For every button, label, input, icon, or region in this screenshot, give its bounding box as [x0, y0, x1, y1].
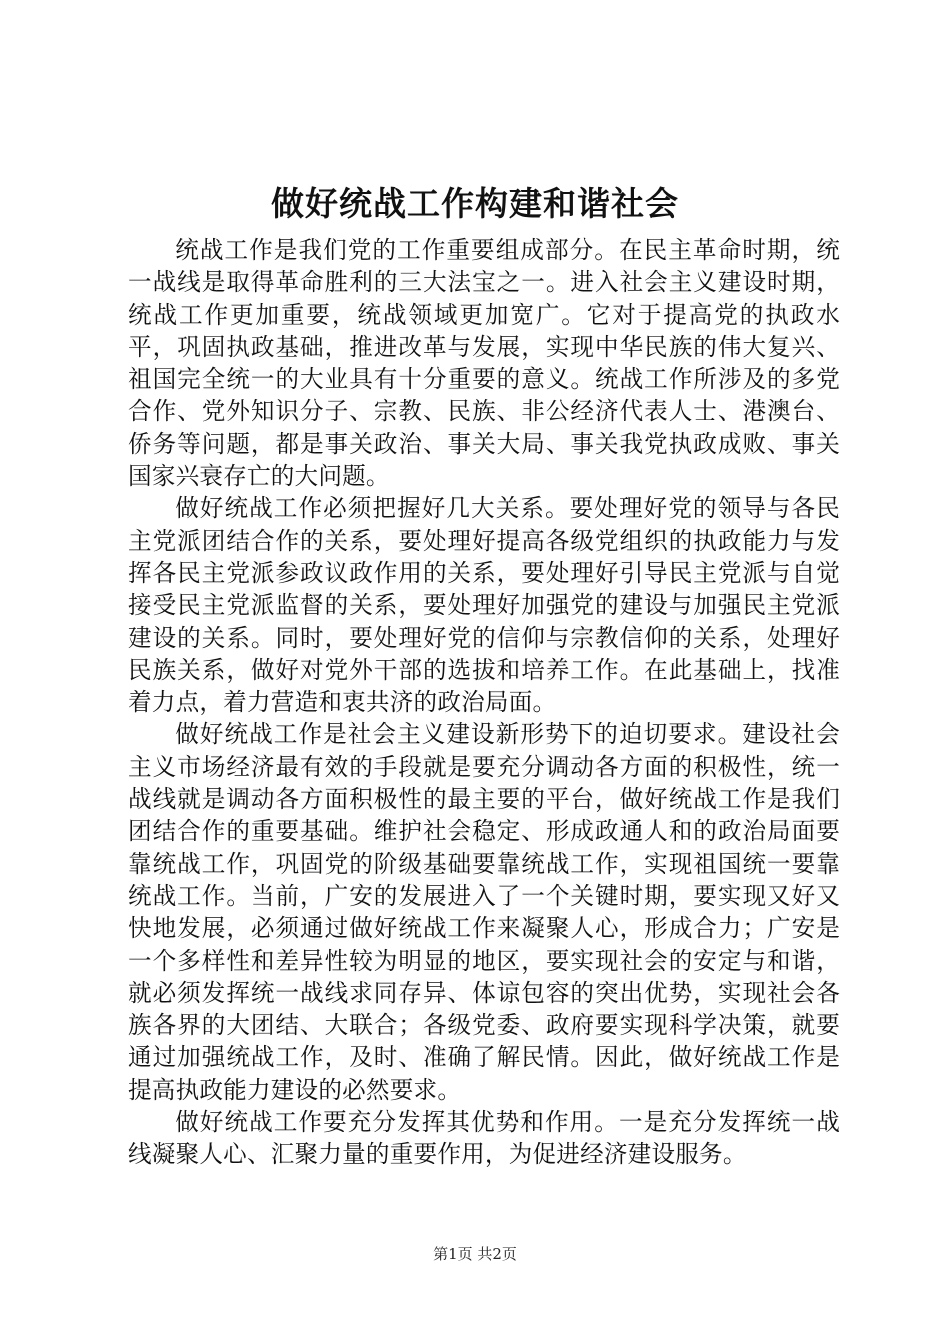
document-title: 做好统战工作构建和谐社会 — [271, 184, 679, 223]
paragraph: 做好统战工作要充分发挥其优势和作用。一是充分发挥统一战线凝聚人心、汇聚力量的重要作用，为促进经济建设服务。 — [128, 1108, 840, 1169]
paragraph: 做好统战工作是社会主义建设新形势下的迫切要求。建设社会主义市场经济最有效的手段就是要充分调动各方面的积极性，统一战线就是调动各方面积极性的最主要的平台，做好统战工作是我们团结合作的重要基础。维护社会稳定、形成政通人和的政治局面要靠统战工作，巩固党的阶级基础要靠统战工作，实现祖国统一要靠统战工作。当前，广安的发展进入了一个关键时期，要实现又好又快地发展，必须通过做好统战工作来凝聚人心，形成合力；广安是一个多样性和差异性较为明显的地区，要实现社会的安定与和谐，就必须发挥统一战线求同存异、体谅包容的突出优势，实现社会各族各界的大团结、大联合；各级党委、政府要实现科学决策，就要通过加强统战工作，及时、准确了解民情。因此，做好统战工作是提高执政能力建设的必然要求。 — [128, 720, 840, 1104]
paragraph: 做好统战工作必须把握好几大关系。要处理好党的领导与各民主党派团结合作的关系，要处理好提高各级党组织的执政能力与发挥各民主党派参政议政作用的关系，要处理好引导民主党派与自觉接受民主党派监督的关系，要处理好加强党的建设与加强民主党派建设的关系。同时，要处理好党的信仰与宗教信仰的关系，处理好民族关系，做好对党外干部的选拔和培养工作。在此基础上，找准着力点，着力营造和衷共济的政治局面。 — [128, 494, 840, 717]
page-number-footer: 第1页 共2页 — [433, 1245, 517, 1263]
paragraph: 统战工作是我们党的工作重要组成部分。在民主革命时期，统一战线是取得革命胜利的三大法宝之一。进入社会主义建设时期，统战工作更加重要，统战领域更加宽广。它对于提高党的执政水平，巩固执政基础，推进改革与发展，实现中华民族的伟大复兴、祖国完全统一的大业具有十分重要的意义。统战工作所涉及的多党合作、党外知识分子、宗教、民族、非公经济代表人士、港澳台、侨务等问题，都是事关政治、事关大局、事关我党执政成败、事关国家兴衰存亡的大问题。 — [128, 236, 840, 491]
document-body — [128, 234, 840, 1171]
